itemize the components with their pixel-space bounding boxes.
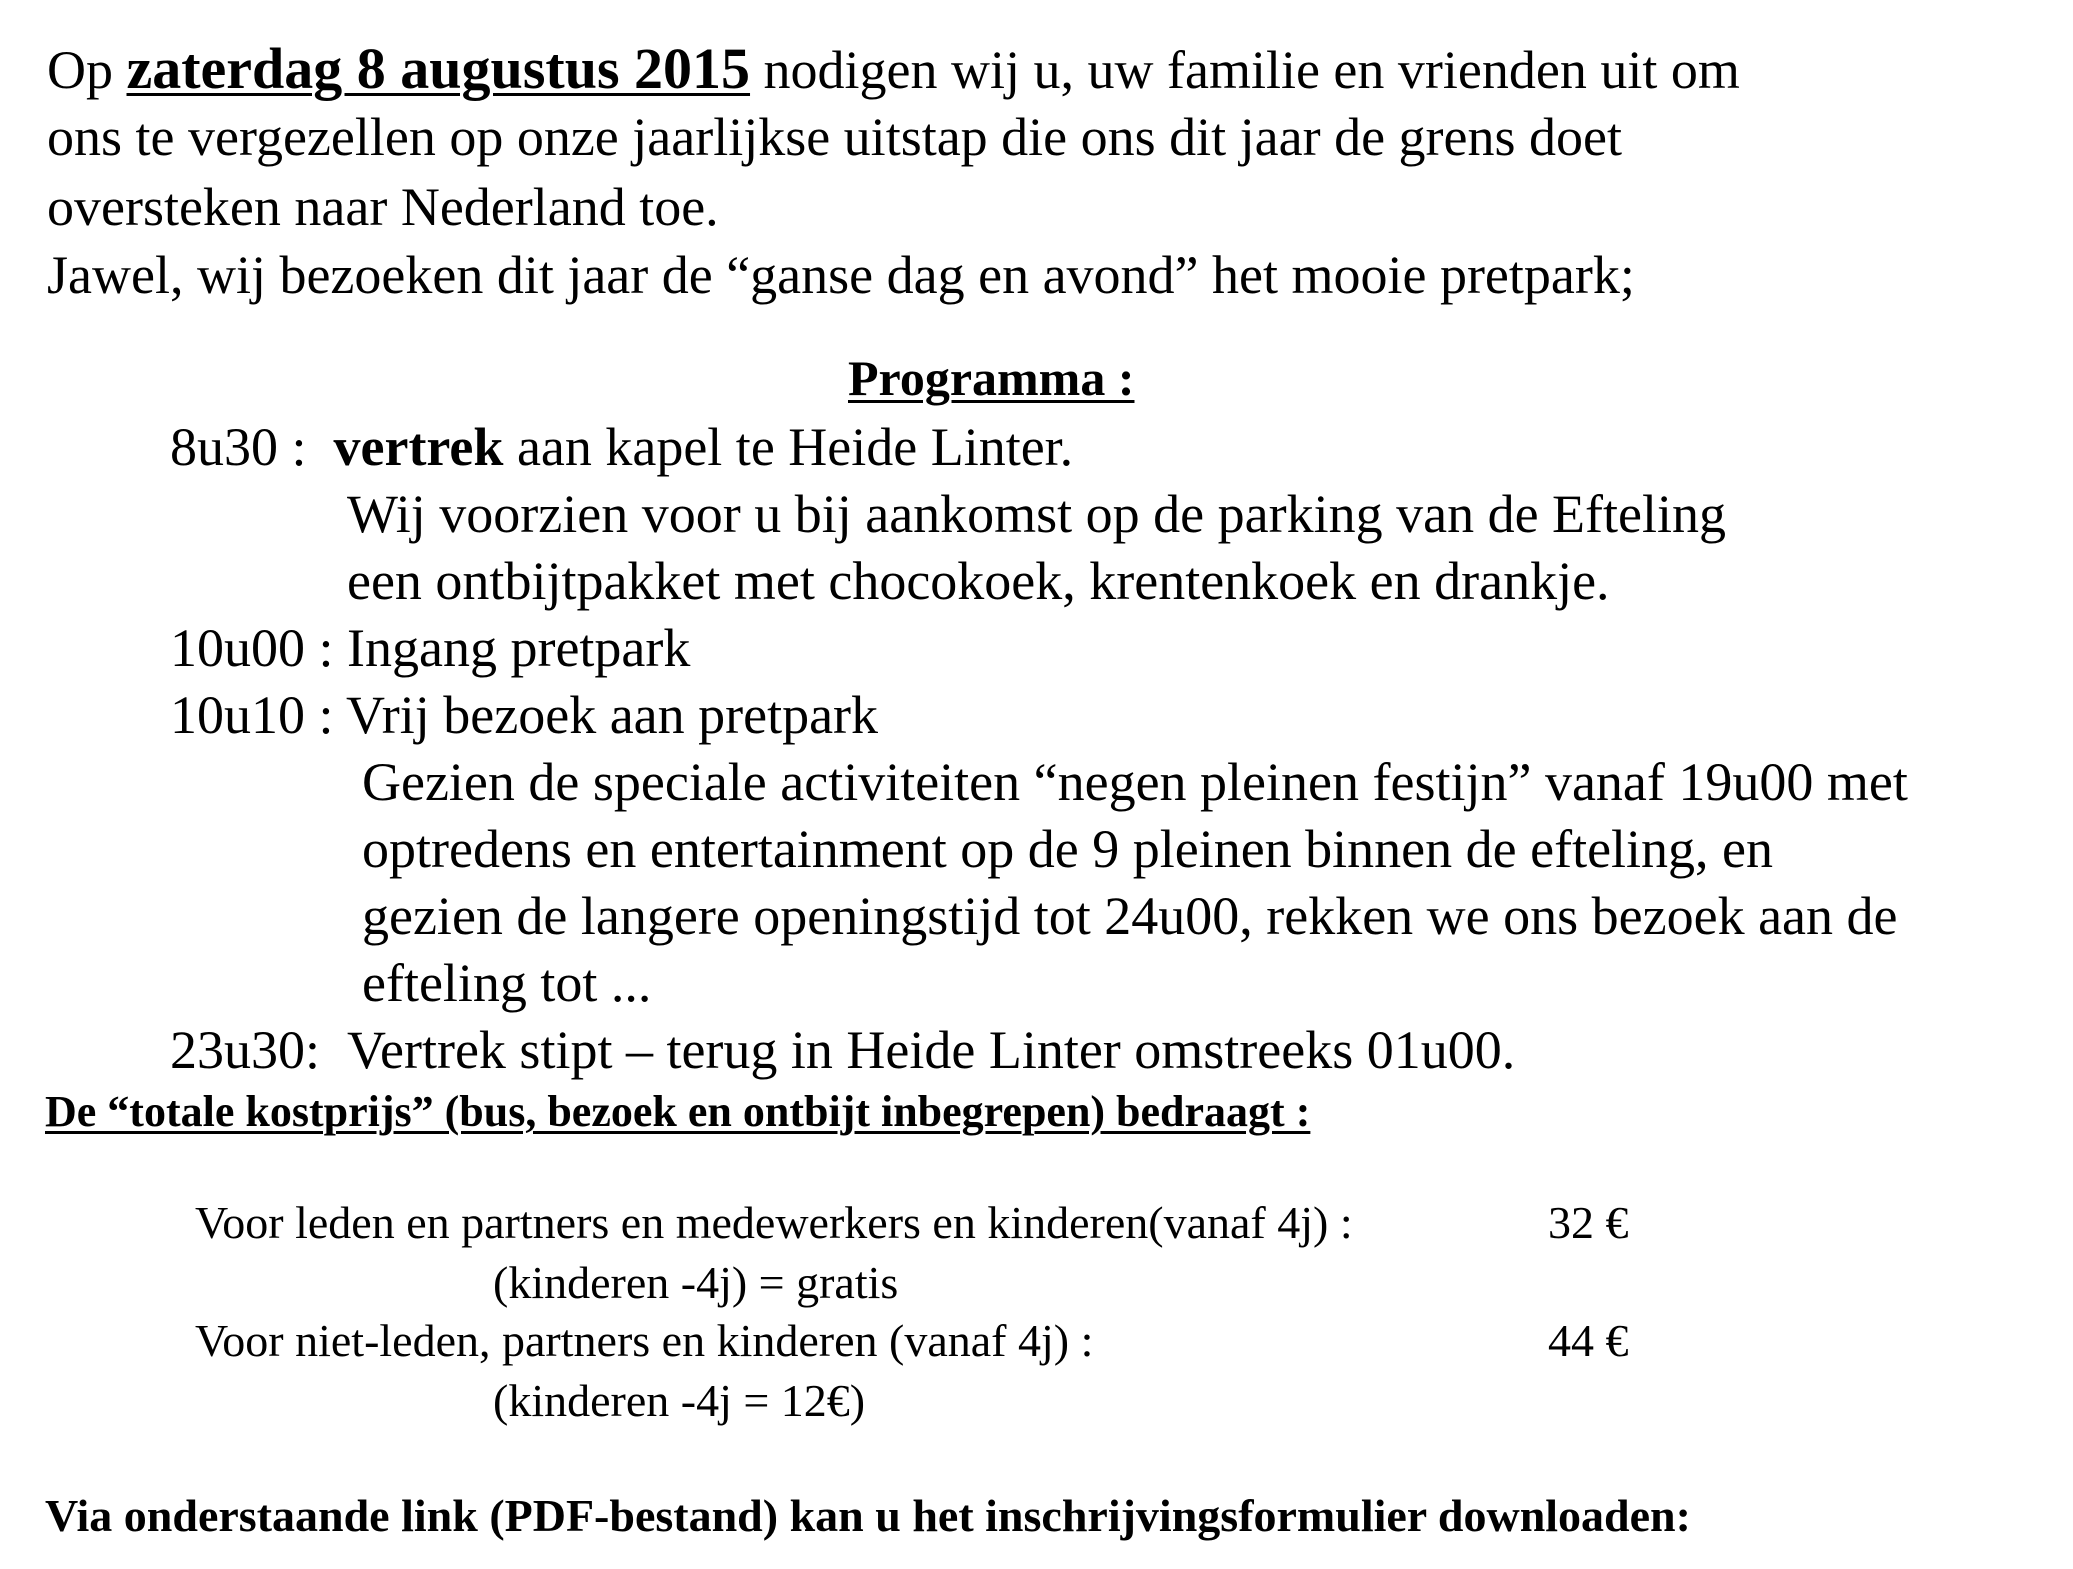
program-time: 8u30 : [170, 417, 307, 477]
program-time: 10u00 : [170, 618, 334, 678]
price-note-non-members: (kinderen -4j = 12€) [493, 1375, 866, 1426]
price-label-members: Voor leden en partners en medewerkers en kinderen(vanaf 4j) : [195, 1197, 1353, 1248]
program-time: 23u30: [170, 1020, 321, 1080]
program-detail: Wij voorzien voor u bij aankomst op de parking van de Efteling [347, 484, 1726, 544]
program-text: Vertrek stipt – terug in Heide Linter omstreeks 01u00. [347, 1020, 1516, 1080]
program-detail: optredens en entertainment op de 9 pleinen binnen de efteling, en [362, 819, 1774, 879]
program-detail: een ontbijtpakket met chocokoek, krentenkoek en drankje. [347, 551, 1610, 611]
program-title: Programma : [848, 350, 1135, 406]
price-value-non-members: 44 € [1548, 1315, 1629, 1366]
program-item-entrance [170, 618, 691, 678]
program-time: 10u10 : [170, 685, 334, 745]
price-label-non-members: Voor niet-leden, partners en kinderen (vanaf 4j) : [195, 1315, 1094, 1366]
intro-line-1 [47, 36, 1740, 101]
program-item-return [170, 1020, 1516, 1080]
program-text: aan kapel te Heide Linter. [503, 417, 1074, 477]
program-detail: gezien de langere openingstijd tot 24u00, rekken we ons bezoek aan de [362, 886, 1898, 946]
program-detail: efteling tot ... [362, 953, 652, 1013]
program-item-departure [170, 417, 1074, 477]
intro-line-2: ons te vergezellen op onze jaarlijkse uitstap die ons dit jaar de grens doet [47, 107, 1622, 167]
program-item-visit [170, 685, 879, 745]
program-detail: Gezien de speciale activiteiten “negen pleinen festijn” vanaf 19u00 met [362, 752, 1908, 812]
intro-line-4: Jawel, wij bezoeken dit jaar de “ganse dag en avond” het mooie pretpark; [47, 245, 1635, 305]
cost-heading: De “totale kostprijs” (bus, bezoek en ontbijt inbegrepen) bedraagt : [45, 1087, 1311, 1136]
program-text: Ingang pretpark [347, 618, 691, 678]
program-bold-label: vertrek [333, 417, 504, 477]
program-text: Vrij bezoek aan pretpark [346, 685, 879, 745]
price-value-members: 32 € [1548, 1197, 1629, 1248]
intro-prefix: Op [47, 40, 127, 100]
event-date: zaterdag 8 augustus 2015 [126, 36, 751, 101]
intro-line-3: oversteken naar Nederland toe. [47, 177, 719, 237]
download-instruction: Via onderstaande link (PDF-bestand) kan u het inschrijvingsformulier downloaden: [45, 1490, 1691, 1541]
price-note-members: (kinderen -4j) = gratis [493, 1257, 899, 1308]
intro-suffix: nodigen wij u, uw familie en vrienden uit om [750, 40, 1740, 100]
